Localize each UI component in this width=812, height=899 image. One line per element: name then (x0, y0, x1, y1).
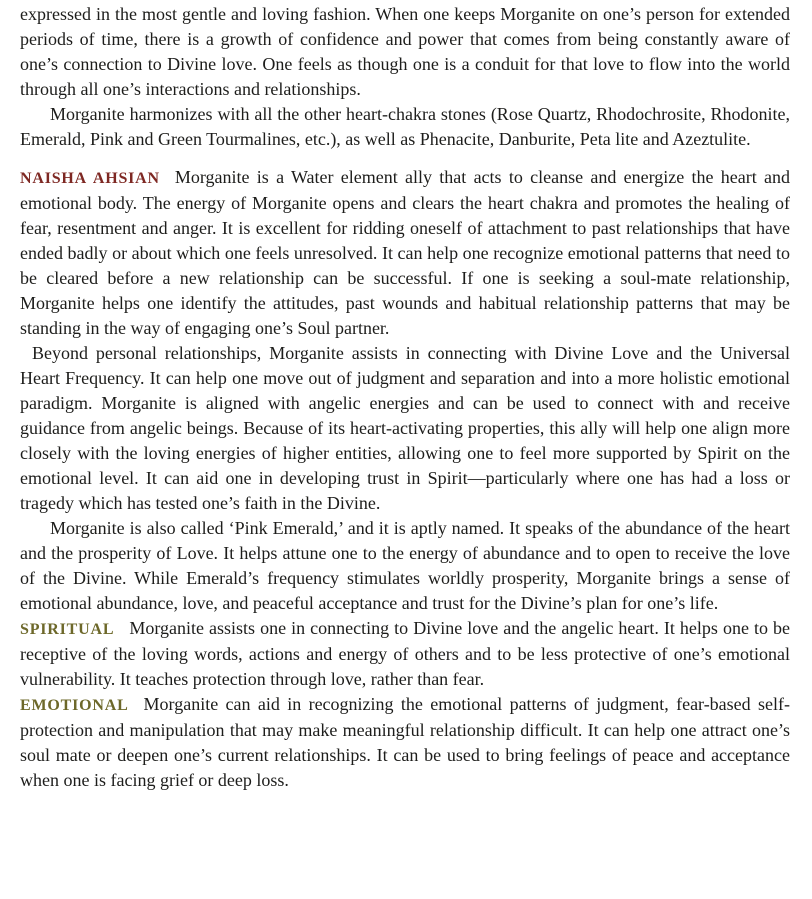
paragraph-pink-emerald: Morganite is also called ‘Pink Emerald,’ and it is aptly named. It speaks of the abundance of the heart and the prosperity of Love. It helps attune one to the energy of abundance and to open to receive the love of the Divine. While Emerald’s frequency stimulates worldly prosperity, Morganite brings a sense of emotional abundance, love, and peaceful acceptance and trust for the Divine’s plan for one’s life. (20, 518, 790, 613)
paragraph-harmonizes: Morganite harmonizes with all the other heart-chakra stones (Rose Quartz, Rhodochrosite, Rhodonite, Emerald, Pink and Green Tourmalines, etc.), as well as Phenacite, Danburite, Peta lite and Azeztulite. (20, 104, 790, 149)
section-header-spiritual: SPIRITUAL (20, 621, 115, 638)
author-header-naisha-ahsian: NAISHA AHSIAN (20, 170, 160, 187)
section-text-spiritual: Morganite assists one in connecting to Divine love and the angelic heart. It helps one to be receptive of the loving words, actions and energy of others and to be less protective of one’s emotional vulnerability. It teaches protection through love, rather than fear. (20, 618, 790, 689)
section-spiritual (20, 616, 790, 692)
paragraph-continuation: expressed in the most gentle and loving fashion. When one keeps Morganite on one’s person for extended periods of time, there is a growth of confidence and power that comes from being constantly aware of one’s connection to Divine love. One feels as though one is a conduit for that love to flow into the world through all one’s interactions and relationships. (20, 4, 790, 99)
section-text-naisha-ahsian: Morganite is a Water element ally that acts to cleanse and energize the heart and emotional body. The energy of Morganite opens and clears the heart chakra and promotes the healing of fear, resentment and anger. It is excellent for ridding oneself of attachment to past relationships that have ended badly or about which one feels unresolved. It can help one recognize emotional patterns that need to be cleared before a new relationship can be successful. If one is seeking a soul-mate relationship, Morganite helps one identify the attitudes, past wounds and habitual relationship patterns that may be standing in the way of engaging one’s Soul partner. (20, 167, 790, 338)
section-text-emotional: Morganite can aid in recognizing the emotional patterns of judgment, fear-based self-protection and manipulation that may make meaningful relationship difficult. It can help one attract one’s soul mate or deepen one’s current relationships. It can be used to bring feelings of peace and acceptance when one is facing grief or deep loss. (20, 694, 790, 790)
section-emotional (20, 692, 790, 793)
section-header-emotional: EMOTIONAL (20, 697, 129, 714)
paragraph-beyond-relationships: Beyond personal relationships, Morganite assists in connecting with Divine Love and the Universal Heart Frequency. It can help one move out of judgment and separation and into a more holistic emotional paradigm. Morganite is aligned with angelic energies and can be used to connect with and receive guidance from angelic beings. Because of its heart-activating properties, this ally will help one align more closely with the loving energies of higher entities, allowing one to feel more supported by Spirit on the emotional level. It can aid one in developing trust in Spirit—particularly where one has had a loss or tragedy which has tested one’s faith in the Divine. (20, 343, 790, 513)
section-naisha-ahsian (20, 165, 790, 341)
